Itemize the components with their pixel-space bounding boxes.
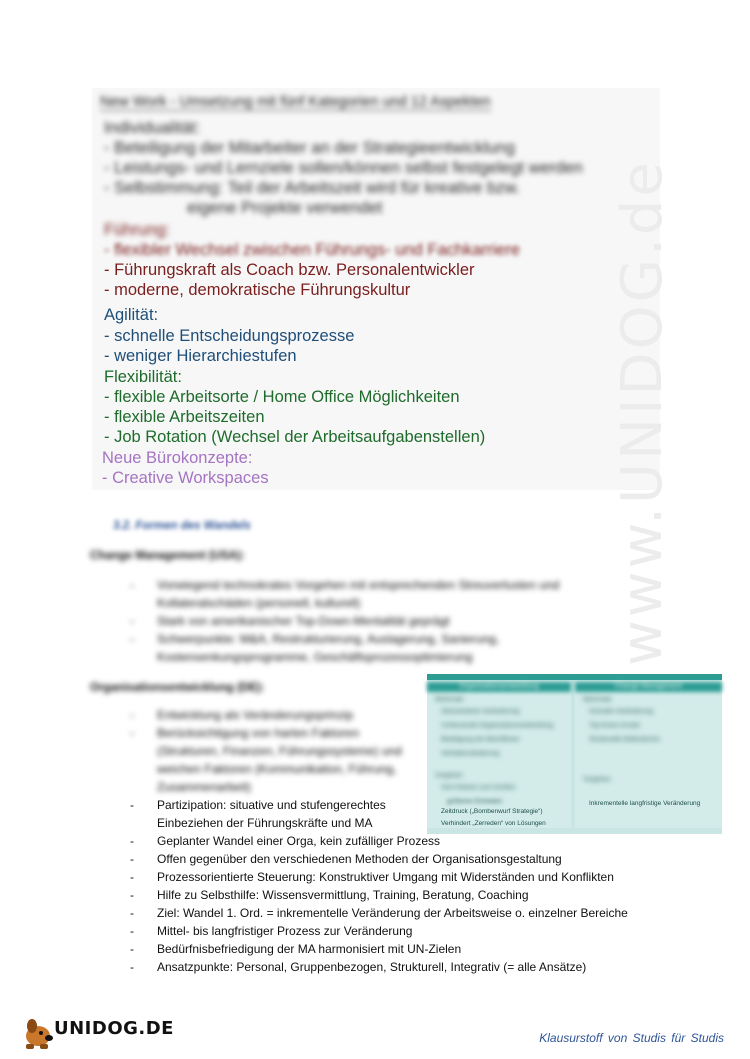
footer-brand: UNIDOG.DE bbox=[54, 1018, 174, 1039]
list-item: - Geplanter Wandel einer Orga, kein zufälliger Prozess bbox=[130, 834, 441, 848]
slide-line: - Leistungs- und Lernziele sollen/können selbst festgelegt werden bbox=[104, 159, 583, 177]
slide-line: Führung: bbox=[104, 221, 171, 239]
list-item: weichen Faktoren (Kommunikation, Führung, bbox=[157, 762, 397, 776]
comparison-figure bbox=[427, 674, 722, 834]
list-item: - Offen gegenüber den verschiedenen Methoden der Organisationsgestaltung bbox=[130, 852, 562, 866]
figure-text: Verhaltensänderung bbox=[441, 750, 500, 757]
slide-line: - Beteiligung der Mitarbeiter an der Strategieentwicklung bbox=[104, 139, 515, 157]
slide-line: - schnelle Entscheidungsprozesse bbox=[104, 327, 355, 345]
list-item: - Berücksichtigung von harten Faktoren bbox=[130, 726, 360, 740]
list-item: - Ansatzpunkte: Personal, Gruppenbezogen, Strukturell, Integrativ (= alle Ansätze) bbox=[130, 960, 587, 974]
slide-line: - Selbstimmung: Teil der Arbeitszeit wird für kreative bzw. bbox=[104, 179, 521, 197]
list-item: - Stark von amerikanischer Top-Down-Mentalität geprägt bbox=[130, 614, 450, 628]
figure-text: Verhindert „Zerreden“ von Lösungen bbox=[441, 820, 546, 827]
list-item: - Hilfe zu Selbsthilfe: Wissensvermittlung, Training, Beratung, Coaching bbox=[130, 888, 529, 902]
list-item: - Vorwiegend technokrates Vorgehen mit entsprechenden Streuverlusten und bbox=[130, 578, 560, 592]
figure-text: Top-Down-Ansatz bbox=[589, 722, 641, 729]
oe-list-blurred bbox=[130, 706, 402, 796]
slide-line: - flexibler Wechsel zwischen Führungs- und Fachkarriere bbox=[104, 241, 521, 259]
slide-line: eigene Projekte verwendet bbox=[187, 199, 383, 217]
slide-line: - moderne, demokratische Führungskultur bbox=[104, 281, 411, 299]
slide-line: - Führungskraft als Coach bzw. Personalentwickler bbox=[104, 261, 475, 279]
slide-line: - flexible Arbeitsorte / Home Office Möglichkeiten bbox=[104, 388, 460, 406]
slide-line: Agilität: bbox=[104, 306, 159, 324]
slide-line: Individualität: bbox=[104, 119, 201, 137]
list-item: Einbeziehen der Führungskräfte und MA bbox=[157, 816, 373, 830]
slide-line: - Creative Workspaces bbox=[102, 469, 269, 487]
change-management-list bbox=[130, 576, 559, 666]
list-item: - Prozessorientierte Steuerung: Konstruktiver Umgang mit Widerständen und Konflikten bbox=[130, 870, 614, 884]
list-item: - Entwicklung als Veränderungsprinzip bbox=[130, 708, 354, 722]
list-item: (Strukturen, Finanzen, Führungssysteme) und bbox=[157, 744, 402, 758]
figure-right-column bbox=[575, 680, 722, 828]
slide-line: - flexible Arbeitszeiten bbox=[104, 408, 265, 426]
figure-text: Strukturelle Maßnahmen bbox=[589, 736, 661, 743]
figure-text: Vom Kleinen zum Großen bbox=[441, 784, 516, 791]
list-item: Kollateralschäden (personell, kulturell) bbox=[157, 596, 361, 610]
oe-heading: Organisationsentwicklung (DE): bbox=[90, 682, 265, 694]
figure-text: Merkmale bbox=[583, 696, 612, 703]
slide-line: Flexibilität: bbox=[104, 368, 182, 386]
watermark: www.UNIDOG.de bbox=[610, 159, 675, 666]
figure-text: Merkmale bbox=[435, 696, 464, 703]
figure-left-column bbox=[427, 680, 571, 828]
list-item: Zusammenarbeit) bbox=[157, 780, 252, 794]
figure-text: Umfassende Organisationsentwicklung bbox=[441, 722, 554, 729]
slide-image bbox=[92, 88, 660, 490]
figure-text: Zielorientierte Veränderung bbox=[441, 708, 520, 715]
figure-text: Vorgehen bbox=[583, 776, 611, 783]
slide-title: New Work - Umsetzung mit fünf Kategorien und 12 Aspekten bbox=[100, 94, 491, 110]
list-item: - Mittel- bis langfristiger Prozess zur Veränderung bbox=[130, 924, 413, 938]
figure-text: Beteiligung der Betroffenen bbox=[441, 736, 520, 743]
footer-tagline: Klausurstoff von Studis für Studis bbox=[539, 1031, 724, 1045]
section-heading: 3.2. Formen des Wandels bbox=[113, 520, 251, 532]
figure-text: Inkrementelle langfristige Veränderung bbox=[589, 800, 701, 807]
figure-left-header: Organisationsentwicklung bbox=[427, 682, 571, 692]
list-item: Kostensenkungsprogramme, Geschäftsprozessoptimierung bbox=[157, 650, 473, 664]
figure-text: größeren Einheiten bbox=[447, 798, 503, 805]
list-item: - Schwerpunkte: M&A, Restrukturierung, Auslagerung, Sanierung, bbox=[130, 632, 500, 646]
change-management-heading: Change Management (USA): bbox=[90, 550, 245, 562]
figure-text: Schnelle Veränderung bbox=[589, 708, 653, 715]
slide-line: - weniger Hierarchiestufen bbox=[104, 347, 297, 365]
slide-line: Neue Bürokonzepte: bbox=[102, 449, 253, 467]
list-item: - Partizipation: situative und stufengerechtes bbox=[130, 798, 386, 812]
figure-text: Vorgehen bbox=[435, 772, 463, 779]
list-item: - Bedürfnisbefriedigung der MA harmonisiert mit UN-Zielen bbox=[130, 942, 462, 956]
slide-line: - Job Rotation (Wechsel der Arbeitsaufgabenstellen) bbox=[104, 428, 486, 446]
figure-right-header: Change Management bbox=[575, 682, 722, 692]
list-item: - Ziel: Wandel 1. Ord. = inkrementelle Veränderung der Arbeitsweise o. einzelner Bereiche bbox=[130, 906, 628, 920]
figure-text: Zeitdruck („Bombenwurf Strategie“) bbox=[441, 808, 543, 815]
